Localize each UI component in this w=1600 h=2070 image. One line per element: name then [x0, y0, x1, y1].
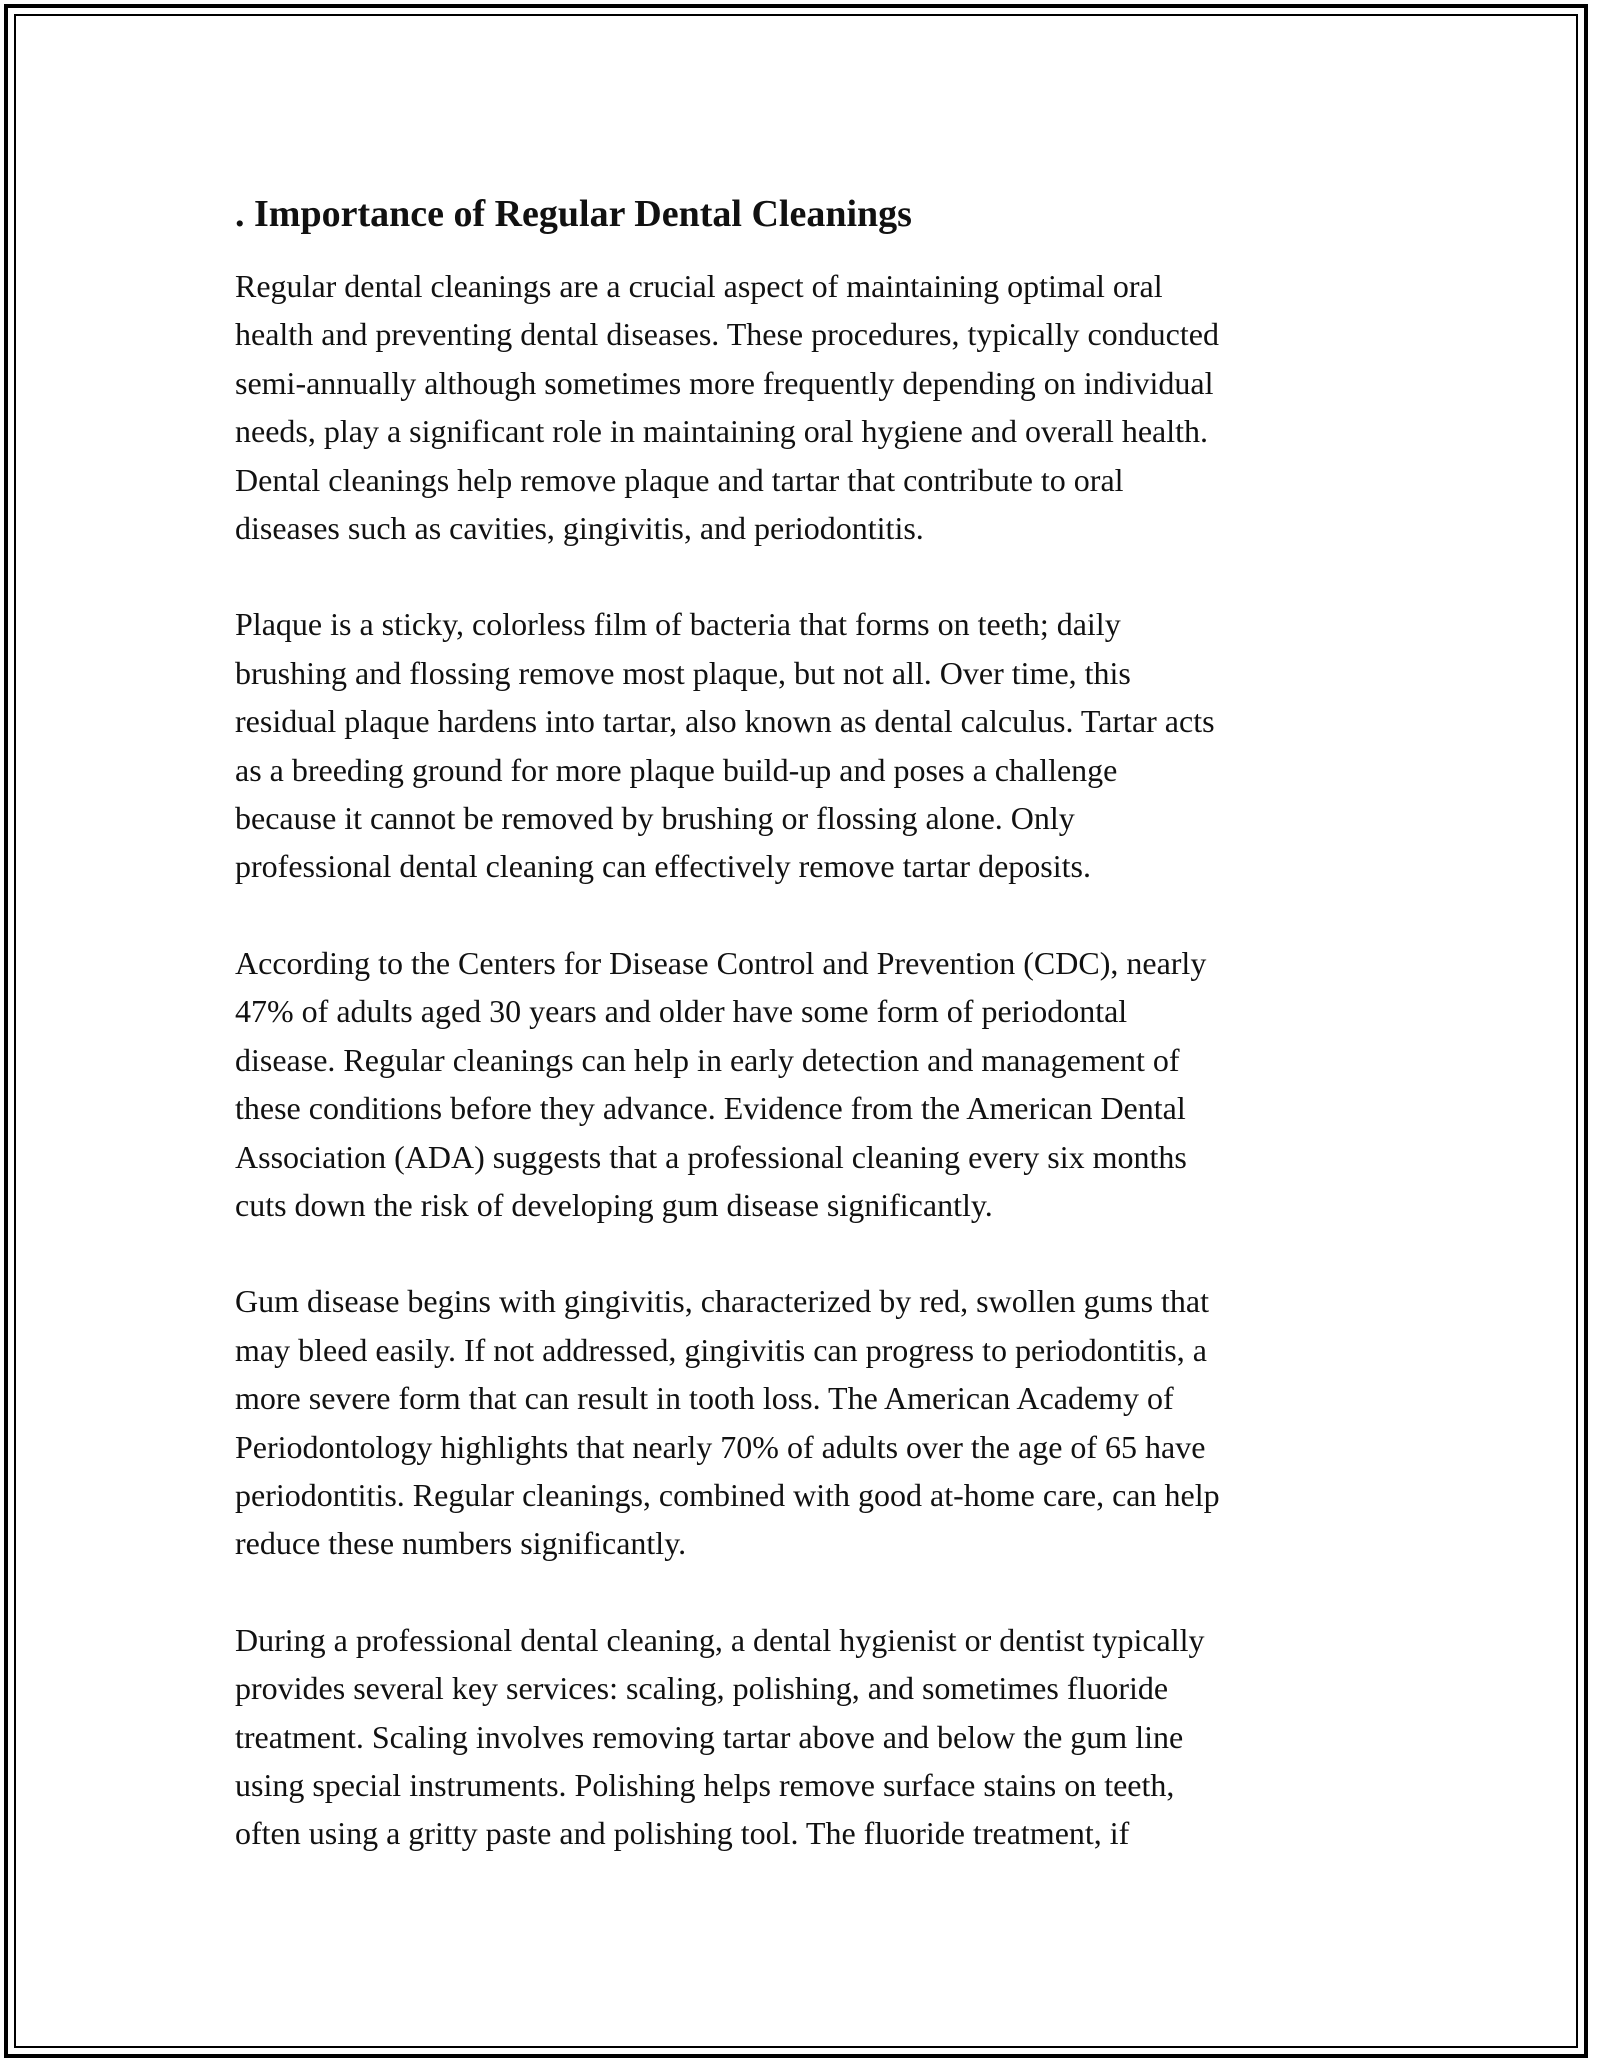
paragraph-gum-disease: Gum disease begins with gingivitis, characterized by red, swollen gums that may bleed easily. If not addressed, gingivitis can progress to periodontitis, a more severe form that can result in tooth loss. The American Academy of Periodontology highlights that nearly 70% of adults over the age of 65 have periodontitis. Regular cleanings, combined with good at-home care, can help reduce these numbers significantly.	[235, 1283, 1220, 1562]
section-heading: . Importance of Regular Dental Cleanings	[235, 193, 912, 235]
document-body	[235, 184, 1375, 1858]
paragraph-plaque: Plaque is a sticky, colorless film of bacteria that forms on teeth; daily brushing and flossing remove most plaque, but not all. Over time, this residual plaque hardens into tartar, also known as dental calculus. Tartar acts as a breeding ground for more plaque build-up and poses a challenge because it cannot be removed by brushing or flossing alone. Only professional dental cleaning can effectively remove tartar deposits.	[235, 606, 1215, 885]
paragraph-cdc-statistics: According to the Centers for Disease Control and Prevention (CDC), nearly 47% of adults aged 30 years and older have some form of periodontal disease. Regular cleanings can help in early detection and management of these conditions before they advance. Evidence from the American Dental Association (ADA) suggests that a professional cleaning every six months cuts down the risk of developing gum disease significantly.	[235, 944, 1207, 1223]
paragraph-intro: Regular dental cleanings are a crucial aspect of maintaining optimal oral health and preventing dental diseases. These procedures, typically conducted semi-annually although sometimes more frequently depending on individual needs, play a significant role in maintaining oral hygiene and overall health. Dental cleanings help remove plaque and tartar that contribute to oral diseases such as cavities, gingivitis, and periodontitis.	[235, 268, 1219, 547]
paragraph-cleaning-process: During a professional dental cleaning, a dental hygienist or dentist typically provides several key services: scaling, polishing, and sometimes fluoride treatment. Scaling involves removing tartar above and below the gum line using special instruments. Polishing helps remove surface stains on teeth, often using a gritty paste and polishing tool. The fluoride treatment, if	[235, 1621, 1205, 1852]
